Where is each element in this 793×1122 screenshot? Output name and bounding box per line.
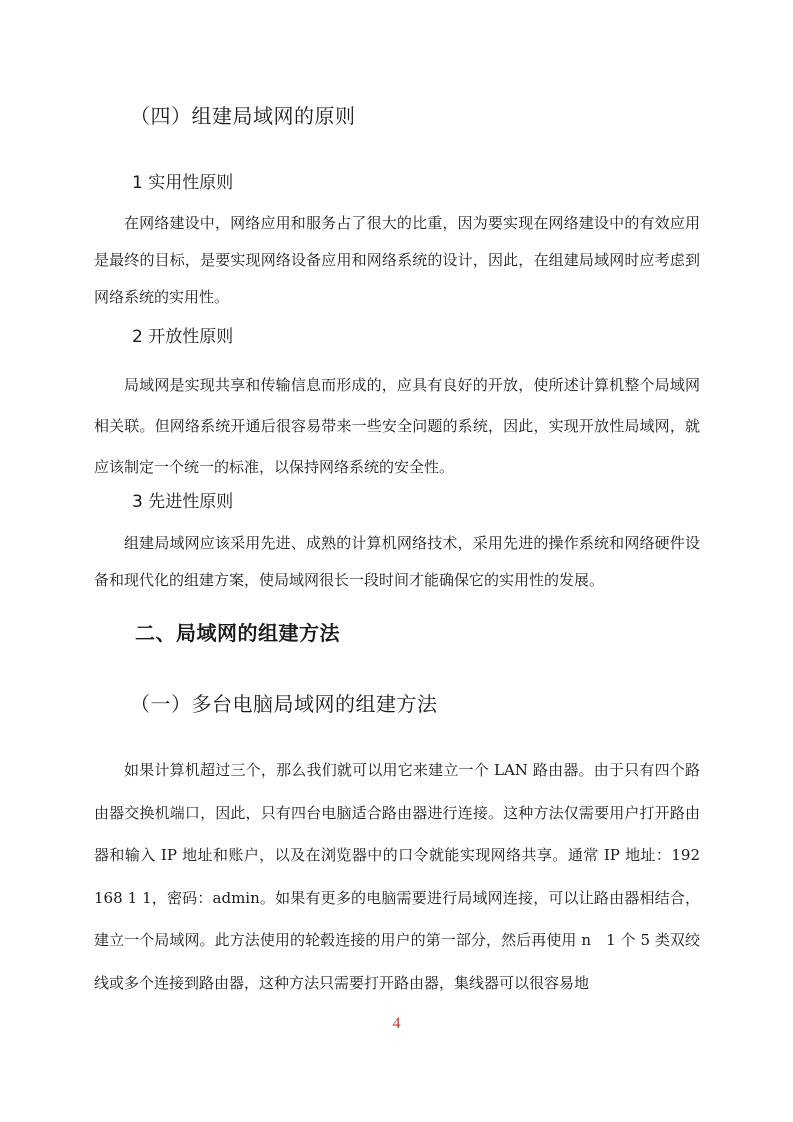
- paragraph-openness: 局域网是实现共享和传输信息而形成的，应具有良好的开放，使所述计算机整个局域网相关联。但网络系统开通后很容易带来一些安全问题的系统，因此，实现开放性局域网，就应该制定一个统一的标准，以保持网络系统的安全性。: [94, 376, 700, 476]
- paragraph-practicality: 在网络建设中，网络应用和服务占了很大的比重，因为要实现在网络建设中的有效应用是最终的目标，是要实现网络设备应用和网络系统的设计，因此，在组建局域网时应考虑到网络系统的实用性。: [94, 214, 700, 306]
- section-heading-multi-pc: （一）多台电脑局域网的组建方法: [130, 692, 438, 716]
- section-heading-principles: （四）组建局域网的原则: [130, 104, 356, 128]
- page-number: 4: [392, 1015, 401, 1032]
- paragraph-advancement: 组建局域网应该采用先进、成熟的计算机网络技术，采用先进的操作系统和网络硬件设备和现代化的组建方案，使局域网很长一段时间才能确保它的实用性的发展。: [94, 534, 700, 589]
- chapter-heading-methods: 二、局域网的组建方法: [135, 621, 340, 645]
- paragraph-multi-pc: 如果计算机超过三个，那么我们就可以用它来建立一个 LAN 路由器。由于只有四个路由器交换机端口，因此，只有四台电脑适合路由器进行连接。这种方法仅需要用户打开路由器和输入 IP 地址和账户，以及在浏览器中的口令就能实现网络共享。通常 IP 地址：192 168 1 1，密码：admin。如果有更多的电脑需要进行局域网连接，可以让路由器相结合，建立一个局域网。此方法使用的轮毂连接的用户的第一部分，然后再使用 n 1 个 5 类双绞线或多个连接到路由器，这种方法只需要打开路由器，集线器可以很容易地: [94, 761, 700, 992]
- subheading-advancement: 3 先进性原则: [132, 492, 234, 512]
- subheading-openness: 2 开放性原则: [132, 327, 234, 347]
- subheading-practicality: 1 实用性原则: [132, 173, 234, 193]
